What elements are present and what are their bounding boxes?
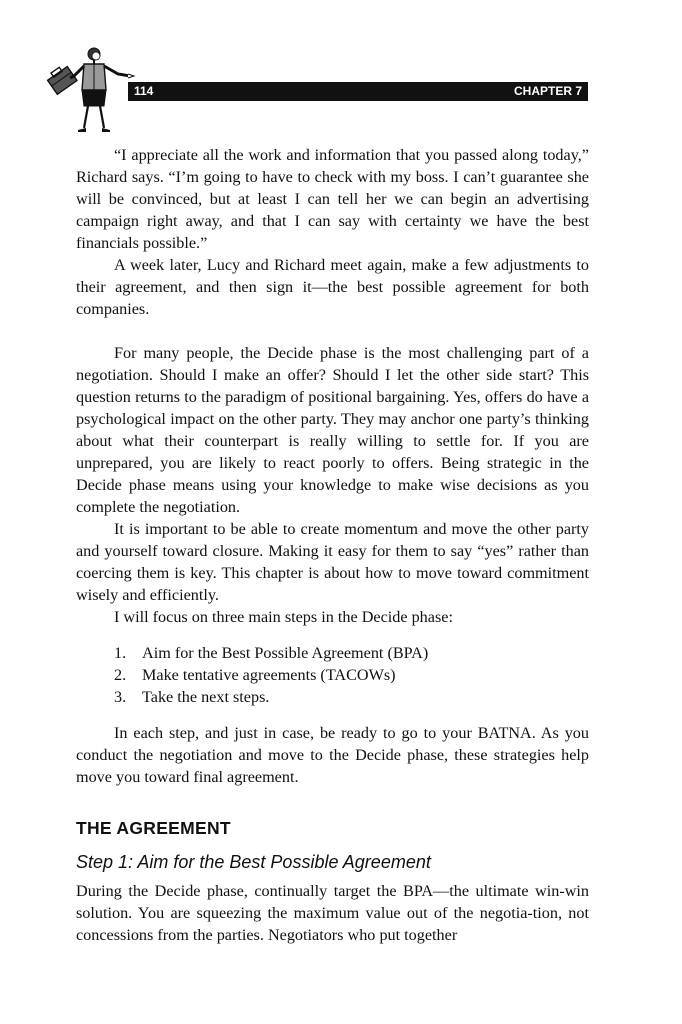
sub-heading: Step 1: Aim for the Best Possible Agreement <box>76 852 431 872</box>
page-number: 114 <box>134 84 154 98</box>
section-heading: THE AGREEMENT <box>76 818 231 838</box>
page-body <box>76 144 589 946</box>
list-item <box>114 686 589 708</box>
paragraph: It is important to be able to create momentum and move the other party and yourself toward closure. Making it easy for them to say “yes” rather than coercing them is key. This chapter is about how to move toward commitment wisely and efficiently. <box>76 520 589 604</box>
list-item-text: Take the next steps. <box>142 688 270 706</box>
businesswoman-with-briefcase-icon <box>44 44 136 136</box>
paragraph: I will focus on three main steps in the Decide phase: <box>114 608 453 626</box>
chapter-label: CHAPTER 7 <box>513 84 582 98</box>
list-item-number: 1. <box>114 644 127 662</box>
steps-list <box>76 642 589 708</box>
running-header <box>128 82 588 101</box>
list-item <box>114 642 589 664</box>
paragraph: In each step, and just in case, be ready to go to your BATNA. As you conduct the negotiation and move to the Decide phase, these strategies help move you toward final agreement. <box>76 724 589 786</box>
list-item-number: 3. <box>114 688 127 706</box>
paragraph: During the Decide phase, continually target the BPA—the ultimate win-win solution. You are squeezing the maximum value out of the negotia-tion, not concessions from the parties. Negotiators who put together <box>76 882 589 944</box>
list-item-number: 2. <box>114 666 127 684</box>
paragraph: “I appreciate all the work and information that you passed along today,” Richard says. “I’m going to have to check with my boss. I can’t guarantee she will be convinced, but at least I can tell her we can begin an advertising campaign right away, and that I can say with certainty we have the best financials possible.” <box>76 146 589 252</box>
list-item <box>114 664 589 686</box>
list-item-text: Aim for the Best Possible Agreement (BPA) <box>142 644 429 662</box>
paragraph: For many people, the Decide phase is the most challenging part of a negotiation. Should I make an offer? Should I let the other side start? This question returns to the paradigm of positional bargaining. Yes, offers do have a psychological impact on the other party. They may anchor one party’s thinking about what their counterpart is really willing to settle for. If you are unprepared, you are likely to react poorly to offers. Being strategic in the Decide phase means using your knowledge to make wise decisions as you complete the negotiation. <box>76 344 589 516</box>
list-item-text: Make tentative agreements (TACOWs) <box>142 666 396 684</box>
paragraph: A week later, Lucy and Richard meet again, make a few adjustments to their agreement, and then sign it—the best possible agreement for both companies. <box>76 256 589 318</box>
